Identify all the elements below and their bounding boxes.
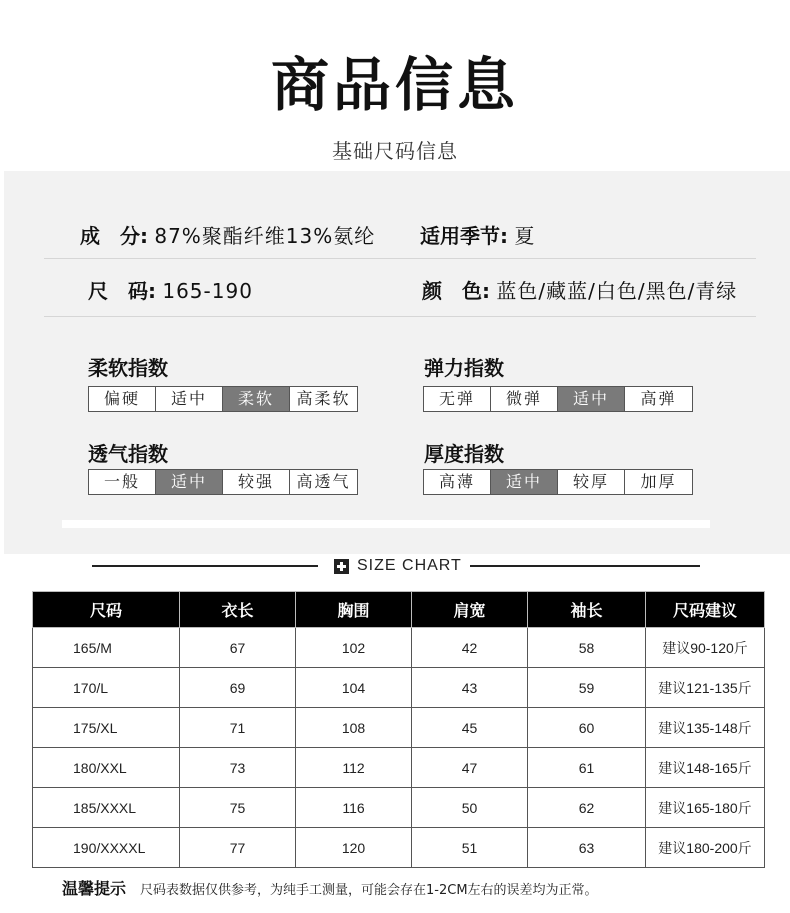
- table-cell: 77: [180, 828, 296, 868]
- table-cell: 47: [412, 748, 528, 788]
- color-info: [422, 275, 737, 304]
- scale-option: 高薄: [424, 470, 491, 494]
- table-cell: 建议135-148斤: [646, 708, 765, 748]
- table-cell: 建议90-120斤: [646, 628, 765, 668]
- size-chart-heading: [334, 555, 462, 577]
- table-cell: 建议148-165斤: [646, 748, 765, 788]
- column-header: 肩宽: [412, 592, 528, 628]
- season-label: 适用季节:: [420, 224, 508, 248]
- thickness-index-scale: [423, 469, 693, 495]
- color-value: 蓝色/藏蓝/白色/黑色/青绿: [496, 279, 738, 303]
- size-table: [32, 591, 765, 868]
- table-header-row: [33, 592, 765, 628]
- composition-label: 成 分:: [80, 224, 148, 248]
- table-cell: 185/XXXL: [33, 788, 180, 828]
- panel-bottom-band: [62, 520, 710, 528]
- composition-info: [80, 220, 375, 249]
- table-cell: 建议165-180斤: [646, 788, 765, 828]
- scale-option: 较强: [223, 470, 290, 494]
- table-cell: 50: [412, 788, 528, 828]
- table-cell: 190/XXXXL: [33, 828, 180, 868]
- scale-option: 无弹: [424, 387, 491, 411]
- color-label: 颜 色:: [422, 279, 490, 303]
- composition-value: 87%聚酯纤维13%氨纶: [154, 224, 376, 248]
- size-label: 尺 码:: [88, 279, 156, 303]
- table-cell: 63: [528, 828, 646, 868]
- table-cell: 102: [296, 628, 412, 668]
- table-row: [33, 788, 765, 828]
- scale-option: 高透气: [296, 472, 351, 491]
- scale-option: 适中: [156, 387, 223, 411]
- scale-option: 适中: [558, 387, 625, 411]
- table-cell: 45: [412, 708, 528, 748]
- table-row: [33, 628, 765, 668]
- scale-option: 适中: [491, 470, 558, 494]
- divider: [44, 316, 756, 317]
- column-header: 袖长: [528, 592, 646, 628]
- size-value: 165-190: [162, 279, 253, 303]
- table-cell: 116: [296, 788, 412, 828]
- tip-text: 尺码表数据仅供参考，为纯手工测量，可能会存在1-2CM左右的误差均为正常。: [140, 883, 598, 898]
- table-cell: 51: [412, 828, 528, 868]
- table-cell: 170/L: [33, 668, 180, 708]
- table-cell: 61: [528, 748, 646, 788]
- breathability-index-title: 透气指数: [88, 442, 168, 466]
- scale-option: 微弹: [491, 387, 558, 411]
- divider: [44, 258, 756, 259]
- table-row: [33, 668, 765, 708]
- column-header: 尺码建议: [646, 592, 765, 628]
- scale-option: 柔软: [223, 387, 290, 411]
- season-info: [420, 220, 535, 249]
- table-cell: 59: [528, 668, 646, 708]
- page-subtitle: 基础尺码信息: [332, 139, 458, 163]
- table-row: [33, 708, 765, 748]
- table-cell: 120: [296, 828, 412, 868]
- elasticity-index-scale: [423, 386, 693, 412]
- scale-option: 一般: [89, 470, 156, 494]
- scale-option: 加厚: [640, 472, 677, 491]
- tip-label: 温馨提示: [62, 879, 127, 898]
- scale-option: 较厚: [558, 470, 625, 494]
- column-header: 尺码: [33, 592, 180, 628]
- table-cell: 165/M: [33, 628, 180, 668]
- size-chart-label: SIZE CHART: [357, 557, 462, 574]
- table-cell: 175/XL: [33, 708, 180, 748]
- table-cell: 108: [296, 708, 412, 748]
- table-cell: 建议121-135斤: [646, 668, 765, 708]
- table-cell: 58: [528, 628, 646, 668]
- table-cell: 71: [180, 708, 296, 748]
- scale-option: 高柔软: [296, 389, 351, 408]
- table-cell: 建议180-200斤: [646, 828, 765, 868]
- thickness-index-title: 厚度指数: [424, 442, 504, 466]
- breathability-index-scale: [88, 469, 358, 495]
- table-cell: 43: [412, 668, 528, 708]
- scale-option: 高弹: [640, 389, 677, 408]
- table-cell: 112: [296, 748, 412, 788]
- table-cell: 69: [180, 668, 296, 708]
- scale-option: 偏硬: [89, 387, 156, 411]
- column-header: 衣长: [180, 592, 296, 628]
- table-cell: 75: [180, 788, 296, 828]
- softness-index-title: 柔软指数: [88, 356, 168, 380]
- softness-index-scale: [88, 386, 358, 412]
- table-row: [33, 748, 765, 788]
- table-cell: 62: [528, 788, 646, 828]
- page-title: 商品信息: [270, 51, 519, 119]
- size-info: [88, 275, 253, 304]
- table-row: [33, 828, 765, 868]
- scale-option: 适中: [156, 470, 223, 494]
- season-value: 夏: [514, 224, 536, 248]
- size-chart-rule-right: [470, 565, 700, 567]
- table-cell: 67: [180, 628, 296, 668]
- elasticity-index-title: 弹力指数: [424, 356, 504, 380]
- size-chart-rule-left: [92, 565, 318, 567]
- table-cell: 42: [412, 628, 528, 668]
- table-cell: 60: [528, 708, 646, 748]
- table-cell: 104: [296, 668, 412, 708]
- table-cell: 180/XXL: [33, 748, 180, 788]
- column-header: 胸围: [296, 592, 412, 628]
- table-cell: 73: [180, 748, 296, 788]
- tip: [62, 876, 598, 899]
- plus-icon: [334, 559, 349, 574]
